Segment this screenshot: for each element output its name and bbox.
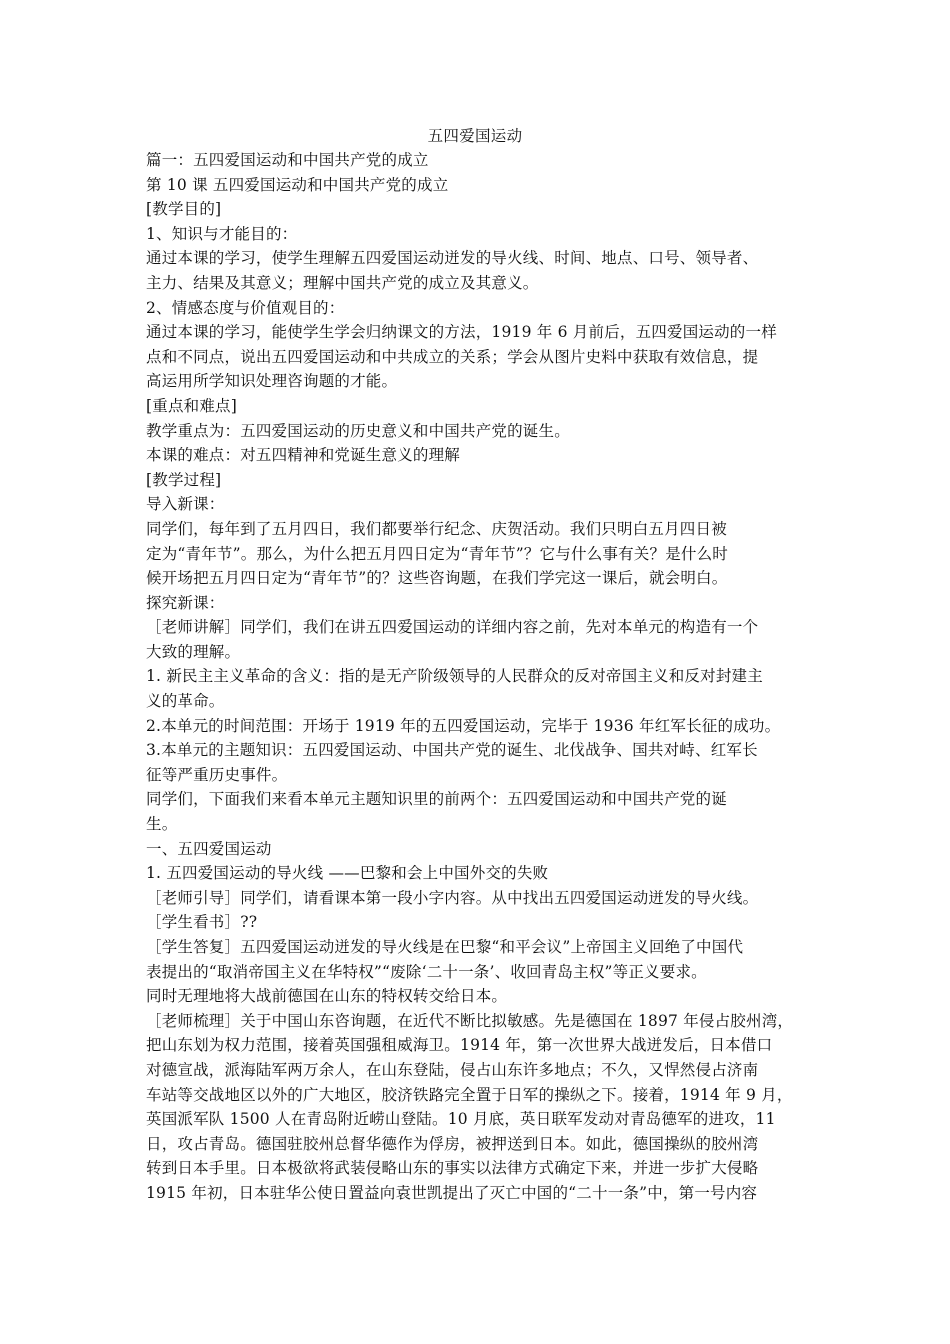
text-line: 英国派军队 1500 人在青岛附近崂山登陆。10 月底，英日联军发动对青岛德军的进攻，11	[146, 1110, 776, 1129]
text-line: 同学们，每年到了五月四日，我们都要举行纪念、庆贺活动。我们只明白五月四日被	[146, 519, 727, 538]
text-line: [教学目的]	[146, 200, 222, 219]
text-line: 通过本课的学习，使学生理解五四爱国运动迸发的导火线、时间、地点、口号、领导者、	[146, 249, 759, 268]
text-line: [教学过程]	[146, 470, 222, 489]
text-line: 大致的理解。	[146, 642, 241, 661]
text-line: 3.本单元的主题知识：五四爱国运动、中国共产党的诞生、北伐战争、国共对峙、红军长	[146, 741, 758, 760]
text-line: 1、知识与才能目的：	[146, 224, 298, 243]
text-line: ［学生看书］??	[146, 913, 258, 932]
text-line: 篇一：五四爱国运动和中国共产党的成立	[146, 151, 429, 169]
text-line: 点和不同点，说出五四爱国运动和中共成立的关系；学会从图片史料中获取有效信息，提	[146, 347, 759, 366]
text-line: 第 10 课 五四爱国运动和中国共产党的成立	[146, 175, 449, 194]
text-line: 1. 新民主主义革命的含义：指的是无产阶级领导的人民群众的反对帝国主义和反对封建主	[146, 667, 763, 686]
text-line: 对德宣战，派海陆军两万余人，在山东登陆，侵占山东许多地点；不久，又悍然侵占济南	[146, 1060, 759, 1079]
text-line: 高运用所学知识处理咨询题的才能。	[146, 372, 398, 391]
text-line: 教学重点为：五四爱国运动的历史意义和中国共产党的诞生。	[146, 421, 570, 440]
text-line: 义的革命。	[146, 692, 225, 711]
text-line: ［学生答复］五四爱国运动迸发的导火线是在巴黎“和平会议”上帝国主义回绝了中国代	[146, 938, 744, 956]
text-line: 把山东划为权力范围，接着英国强租威海卫。1914 年，第一次世界大战迸发后，日本借口	[146, 1036, 773, 1055]
text-line: 2、情感态度与价值观目的：	[146, 298, 345, 317]
text-line: 表提出的“取消帝国主义在华特权”“废除‘二十一条’、收回青岛主权”等正义要求。	[146, 962, 707, 981]
text-line: 通过本课的学习，能使学生学会归纳课文的方法，1919 年 6 月前后，五四爱国运动的一样	[146, 323, 777, 342]
text-line: ［老师梳理］关于中国山东咨询题，在近代不断比拟敏感。先是德国在 1897 年侵占胶州湾，	[146, 1011, 794, 1030]
text-line: 本课的难点：对五四精神和党诞生意义的理解	[146, 446, 461, 465]
text-line: 1915 年初，日本驻华公使日置益向袁世凯提出了灭亡中国的“二十一条”中，第一号内容	[146, 1183, 758, 1202]
text-line: ［老师讲解］同学们，我们在讲五四爱国运动的详细内容之前，先对本单元的构造有一个	[146, 618, 759, 637]
document-body	[146, 148, 814, 1206]
text-line: 主力、结果及其意义；理解中国共产党的成立及其意义。	[146, 273, 539, 292]
text-line: 候开场把五月四日定为“青年节”的？这些咨询题，在我们学完这一课后，就会明白。	[146, 569, 728, 588]
text-line: 征等严重历史事件。	[146, 765, 288, 784]
text-line: 同时无理地将大战前德国在山东的特权转交给日本。	[146, 987, 508, 1006]
text-line: 生。	[146, 815, 178, 834]
text-line: 车站等交战地区以外的广大地区，胶济铁路完全置于日军的操纵之下。接着，1914 年 9 月，	[146, 1085, 793, 1104]
text-line: 探究新课：	[146, 593, 225, 612]
text-line: 1. 五四爱国运动的导火线 ——巴黎和会上中国外交的失败	[146, 864, 549, 883]
text-line: 同学们，下面我们来看本单元主题知识里的前两个：五四爱国运动和中国共产党的诞	[146, 790, 727, 809]
document-title: 五四爱国运动	[427, 127, 523, 145]
text-line: 转到日本手里。日本极欲将武装侵略山东的事实以法律方式确定下来，并进一步扩大侵略	[146, 1159, 759, 1178]
text-line: 2.本单元的时间范围：开场于 1919 年的五四爱国运动，完毕于 1936 年红军长征的成功。	[146, 716, 781, 735]
text-line: 日，攻占青岛。德国驻胶州总督华德作为俘房，被押送到日本。如此，德国操纵的胶州湾	[146, 1134, 759, 1153]
text-line: 一、五四爱国运动	[146, 839, 272, 858]
text-line: [重点和难点]	[146, 396, 237, 415]
text-line: ［老师引导］同学们，请看课本第一段小字内容。从中找出五四爱国运动迸发的导火线。	[146, 888, 759, 907]
text-line: 定为“青年节”。那么，为什么把五月四日定为“青年节”？它与什么事有关？是什么时	[146, 544, 728, 563]
text-line: 导入新课：	[146, 495, 225, 514]
